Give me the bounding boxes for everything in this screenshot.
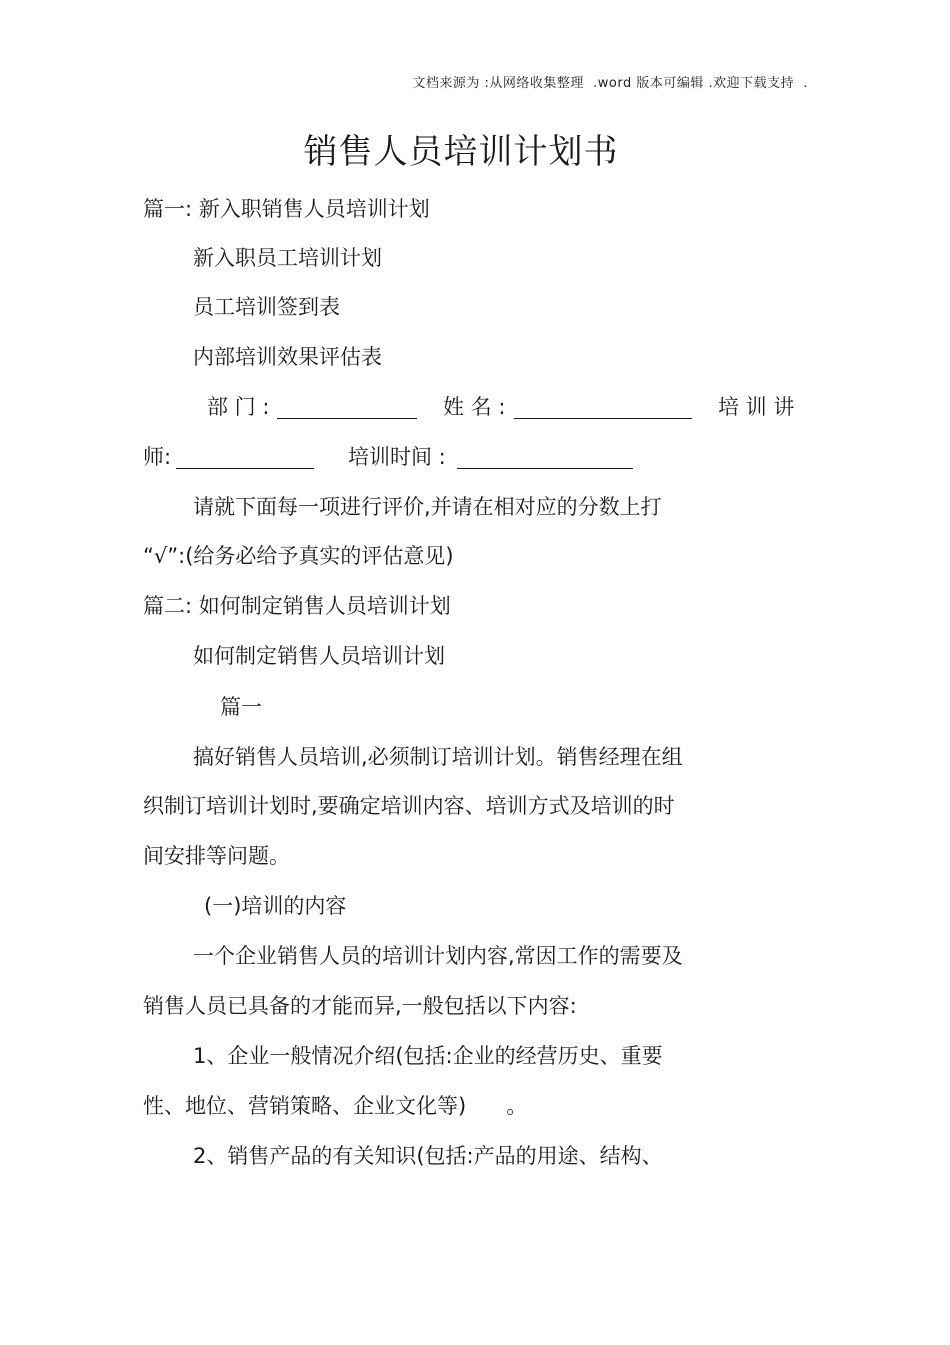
paragraph-line: 销售人员已具备的才能而异,一般包括以下内容: <box>143 994 577 1018</box>
dept-label: 部 门 : <box>207 395 270 419</box>
list-item-line: 性、地位、营销策略、企业文化等) 。 <box>143 1094 528 1118</box>
header-note: 文档来源为 :从网络收集整理 .word 版本可编辑 .欢迎下载支持 . <box>412 76 808 91</box>
section-heading-2: 篇二: 如何制定销售人员培训计划 <box>143 594 451 618</box>
trainer-label-part1: 培 训 讲 <box>718 395 795 419</box>
document-title: 销售人员培训计划书 <box>303 132 619 172</box>
trainer-label-part2: 师: <box>143 445 172 469</box>
subheading-evaluation-form: 内部培训效果评估表 <box>193 345 382 369</box>
section-heading-1: 篇一: 新入职销售人员培训计划 <box>143 197 430 221</box>
subheading-sign-in-sheet: 员工培训签到表 <box>193 295 340 319</box>
paragraph-line: 一个企业销售人员的培训计划内容,常因工作的需要及 <box>193 944 683 968</box>
list-item-line: 2、销售产品的有关知识(包括:产品的用途、结构、 <box>193 1144 663 1168</box>
list-item-line: 1、企业一般情况介绍(包括:企业的经营历史、重要 <box>193 1044 663 1068</box>
subheading-new-staff-plan: 新入职员工培训计划 <box>193 246 382 270</box>
subheading-how-to: 如何制定销售人员培训计划 <box>193 644 445 668</box>
paragraph-line: 织制订培训计划时,要确定培训内容、培训方式及培训的时 <box>143 794 675 818</box>
time-blank <box>457 448 633 469</box>
name-blank <box>514 398 692 419</box>
instruction-line-1: 请就下面每一项进行评价,并请在相对应的分数上打 <box>193 495 662 519</box>
instruction-line-2: “√”:(给务必给予真实的评估意见) <box>143 544 454 568</box>
trainer-blank <box>176 448 314 469</box>
paragraph-line: 间安排等问题。 <box>143 844 290 868</box>
name-label: 姓 名 : <box>443 395 506 419</box>
subsection-heading: (一)培训的内容 <box>204 894 347 918</box>
time-label: 培训时间 : <box>348 445 446 469</box>
paragraph-line: 搞好销售人员培训,必须制订培训计划。销售经理在组 <box>193 745 683 769</box>
dept-blank <box>277 398 417 419</box>
part-label: 篇一 <box>220 695 262 719</box>
